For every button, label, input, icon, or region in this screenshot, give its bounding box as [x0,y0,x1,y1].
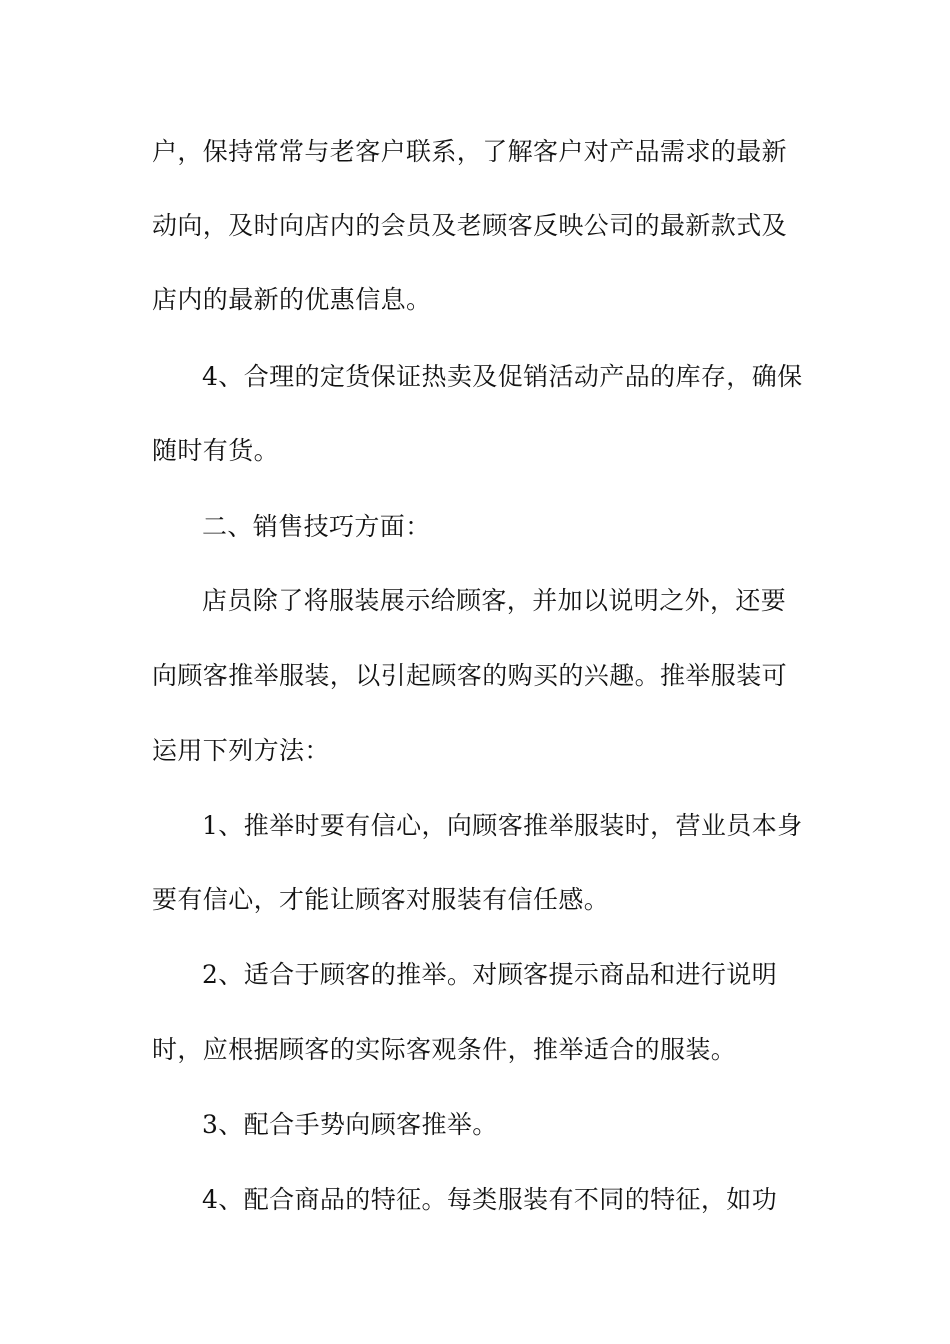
text-line: 2、适合于顾客的推举。对顾客提示商品和进行说明 [202,960,778,989]
text-line: 4、合理的定货保证热卖及促销活动产品的库存，确保 [202,362,803,391]
text-line: 向顾客推举服装，以引起顾客的购买的兴趣。推举服装可 [152,661,788,690]
text-line: 要有信心，才能让顾客对服装有信任感。 [152,885,610,914]
text-line: 1、推举时要有信心，向顾客推举服装时，营业员本身 [202,811,803,840]
text-line: 4、配合商品的特征。每类服装有不同的特征，如功 [202,1185,778,1214]
text-line: 动向，及时向店内的会员及老顾客反映公司的最新款式及 [152,211,788,240]
text-line: 时，应根据顾客的实际客观条件，推举适合的服装。 [152,1035,737,1064]
text-line: 3、配合手势向顾客推举。 [202,1110,498,1139]
text-line: 随时有货。 [152,436,280,465]
section-heading: 二、销售技巧方面： [202,512,431,541]
text-line: 店员除了将服装展示给顾客，并加以说明之外，还要 [202,586,787,615]
text-line: 户，保持常常与老客户联系，了解客户对产品需求的最新 [152,137,788,166]
text-line: 运用下列方法： [152,736,330,765]
text-line: 店内的最新的优惠信息。 [152,285,432,314]
